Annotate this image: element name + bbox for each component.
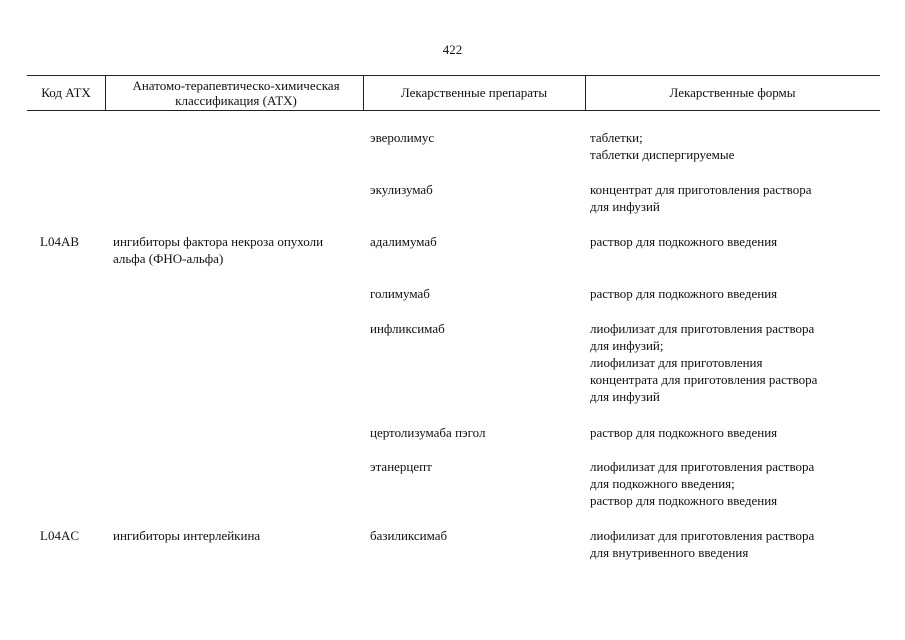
row-forms: лиофилизат для приготовления раствора для инфузий; лиофилизат для приготовления концентрата для приготовления раствора для инфузий xyxy=(590,321,818,404)
row-classification: ингибиторы интерлейкина xyxy=(113,528,261,543)
row-forms: раствор для подкожного введения xyxy=(590,425,778,440)
row-forms: таблетки; таблетки диспергируемые xyxy=(590,130,735,162)
header-drugs: Лекарственные препараты xyxy=(400,85,548,100)
row-classification: ингибиторы фактора некроза опухоли альфа (ФНО-альфа) xyxy=(113,234,324,266)
page-number: 422 xyxy=(442,42,463,57)
row-drug: базиликсимаб xyxy=(370,528,448,543)
row-drug: голимумаб xyxy=(370,286,430,301)
row-drug: этанерцепт xyxy=(370,459,432,474)
header-forms: Лекарственные формы xyxy=(669,85,796,100)
row-forms: раствор для подкожного введения xyxy=(590,286,778,301)
header-classification: Анатомо-терапевтическо-химическая классификация (АТХ) xyxy=(132,77,340,108)
header-divider-1 xyxy=(105,75,106,110)
row-drug: экулизумаб xyxy=(370,182,433,197)
row-code: L04AB xyxy=(40,234,79,249)
row-drug: цертолизумаба пэгол xyxy=(370,425,486,440)
row-forms: лиофилизат для приготовления раствора для внутривенного введения xyxy=(590,528,815,560)
row-forms: концентрат для приготовления раствора для инфузий xyxy=(590,182,812,214)
row-drug: инфликсимаб xyxy=(370,321,445,336)
row-forms: раствор для подкожного введения xyxy=(590,234,778,249)
row-drug: адалимумаб xyxy=(370,234,437,249)
header-code: Код АТХ xyxy=(41,85,91,100)
row-drug: эверолимус xyxy=(370,130,435,145)
row-forms: лиофилизат для приготовления раствора для подкожного введения; раствор для подкожного введения xyxy=(590,459,815,508)
row-code: L04AC xyxy=(40,528,79,543)
table-header-bottom-rule xyxy=(27,110,880,111)
